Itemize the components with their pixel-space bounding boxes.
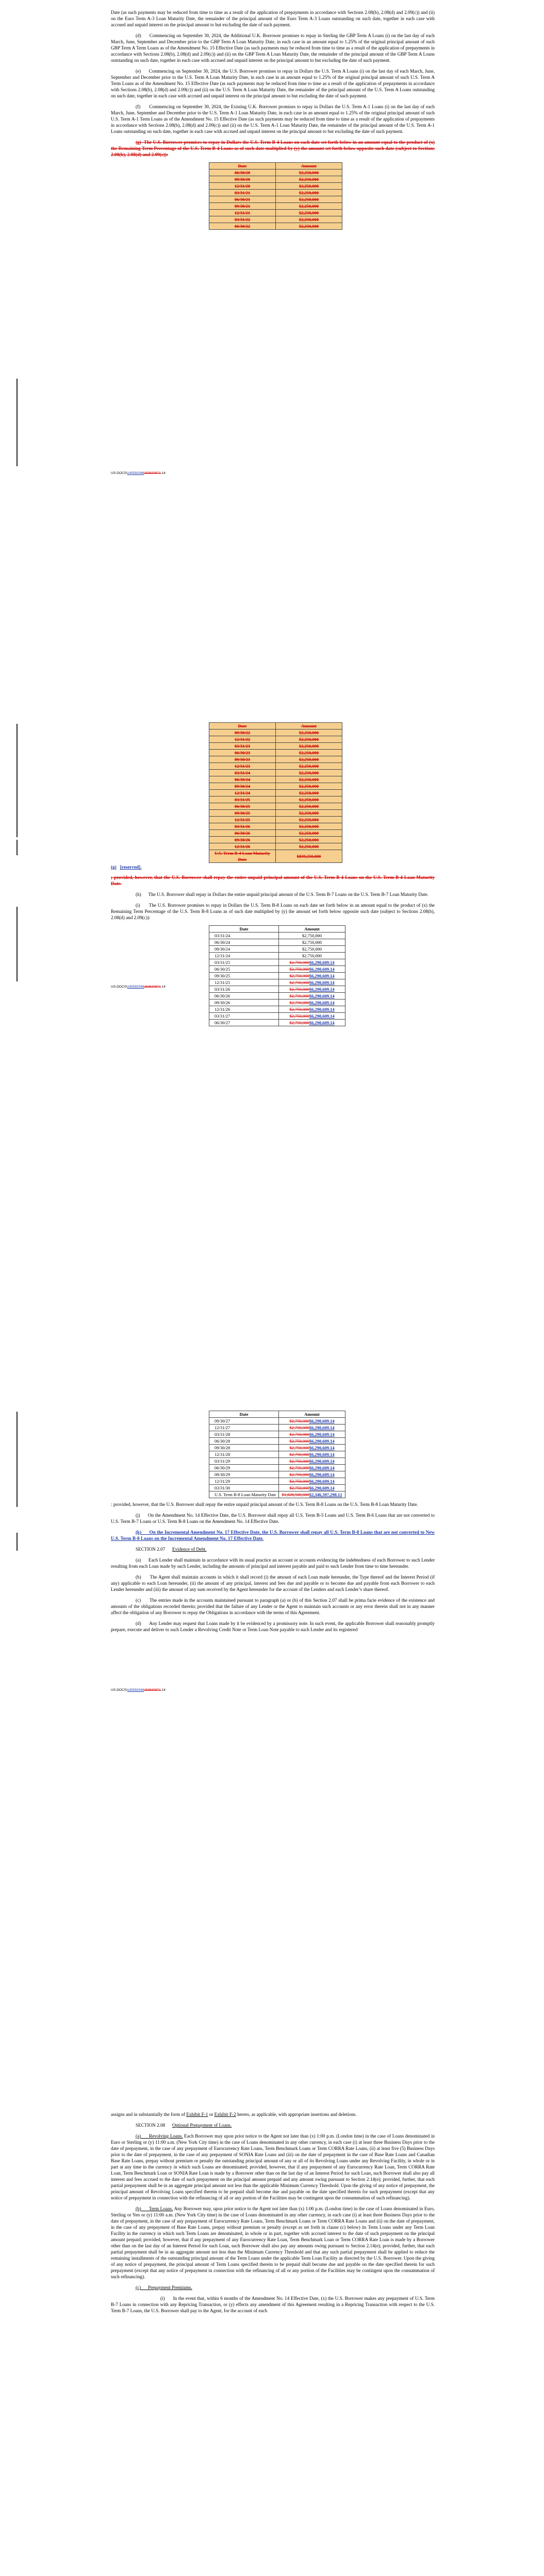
paragraph-d: (d) Commencing on September 30, 2024, the Additional U.K. Borrower promises to repay in Sterling the GBP Term A Loans (i) on the last day of each March, June, September and December prior to the GBP Term A Loan Maturity Date, in each case in an amount equal to 1.25% of the original principal amount of such GBP Term A Term Loans as of the Amendment No. 15 Effective Date (as such payments may be reduced from time to time as a result of the application of prepayments in accordance with Sections 2.08(b), 2.08(d) and 2.09(c)) and (ii) on the GBP Term A Loan Maturity Date, the remainder of the principal amount of the GBP Term A Loans outstanding on such date, together in each case with accrued and unpaid interest on the principal amount to but excluding the date of such payment. — [111, 33, 435, 63]
amount-old: $2,750,000 — [289, 1485, 309, 1490]
document-footer — [111, 1688, 166, 1692]
amount-cell — [279, 979, 345, 986]
amount-new: $6,290,609.14 — [309, 1445, 335, 1450]
proviso-b4-deleted: ; provided, however, that the U.S. Borrower shall repay the entire unpaid principal amount of the U.S. Term B-4 Loans on the U.S. Term B-4 Loan Maturity Date. — [111, 875, 435, 886]
amount-old: $2,750,000 — [289, 1000, 309, 1005]
amount-cell: $2,250,000 — [276, 190, 342, 196]
column-header: Amount — [276, 163, 342, 170]
column-header: Date — [209, 1411, 279, 1418]
section-heading-2-07 — [136, 1546, 435, 1552]
amount-new: $2,346,397,298.12 — [309, 1492, 342, 1497]
amount-new: $6,290,609.14 — [309, 1418, 335, 1423]
amount-cell — [279, 1451, 345, 1458]
exhibit-f2-link: Exhibit F-2 — [214, 2112, 236, 2117]
date-cell: 03/31/28 — [209, 1431, 279, 1438]
amount-old: $2,750,000 — [289, 1438, 309, 1444]
text-run: Each Borrower may upon prior notice to the Agent not later than (x) 1:00 p.m. (London time) in the case of Loans denominated in Euro or Sterling or (y) 11:00 a.m. (New York City time) in the case of Loans denominated in any other currency, in each case (i) at least three Business Days prior to the date of prepayment, in the case of any prepayment of Eurocurrency Rate Loans, Term Benchmark Loans or Term CORRA Rate Loans, (ii) at least five (5) Business Days prior to the date of prepayment, in the case of any prepayment of SONIA Rate Loans and (iii) on the date of prepayment in the case of Base Rate Loans and Canadian Base Rate Loans, prepay without premium or penalty the outstanding principal amount of any or all of its Revolving Loans under any Revolving Facility, in whole or in part at any time in the currency in which such Loans are denominated; provided, however, that if any prepayment of any Eurocurrency Rate Loan, Term CORRA Rate Loan, Term Benchmark Loan or SONIA Rate Loan is made by a Borrower other than on the last day of an Interest Period for such Loan, such Borrower shall also pay all interest and fees accrued to the date of such prepayment on the principal amount prepaid and any amount owing pursuant to Section 2.14(e); provided, further, that each partial prepayment shall be in an aggregate principal amount not less than the applicable Minimum Currency Threshold. Upon the giving of any notice of prepayment, the principal amount of Revolving Loans specified therein to be prepaid shall become due and payable on the date specified therein for such prepayment (except that any notice of prepayment in connection with the refinancing of all or any portion of the Facilities may be contingent upon the consummation of such refinancing). — [111, 2133, 435, 2200]
amount-cell: $2,250,000 — [276, 170, 342, 176]
amount-cell: $2,250,000 — [276, 783, 342, 790]
amount-new: $6,290,609.14 — [309, 1425, 335, 1430]
column-header: Amount — [279, 926, 345, 933]
amortization-table-b4-deleted-cont — [209, 722, 342, 863]
footer-docnum-old: 153620871 — [144, 1688, 161, 1692]
change-bar — [17, 1533, 18, 1551]
table-row — [209, 837, 342, 843]
table-row — [209, 1020, 345, 1026]
subheading: (c) Prepayment Premiums. — [136, 2285, 192, 2290]
table-row — [209, 843, 342, 850]
amount-new: $6,290,609.14 — [309, 1485, 335, 1490]
amount-cell — [279, 959, 345, 966]
amount-cell: $2,750,000 — [279, 953, 345, 959]
amount-new: $6,290,609.14 — [309, 1472, 335, 1477]
date-cell: 06/30/26 — [209, 830, 276, 837]
footer-docnum-new: 145592048 — [127, 471, 144, 475]
table-row — [209, 763, 342, 770]
date-cell: 12/31/25 — [209, 979, 279, 986]
change-bar — [17, 907, 18, 981]
footer-docnum-old: 153620871 — [144, 471, 161, 475]
amount-cell — [279, 1485, 345, 1492]
paragraph-2-08-c-i: (i) In the event that, within 6 months of the Amendment No. 14 Effective Date, (x) the U.S. Borrower makes any prepayment of U.S. Term B-7 Loans in connection with any Repricing Transaction, or (y) effects any amendment of this Agreement resulting in a Repricing Transaction with respect to the U.S. Term B-7 Loans, the U.S. Borrower shall pay to the Agent, for the account of each — [111, 2296, 435, 2313]
date-cell: 06/30/25 — [209, 966, 279, 973]
date-cell: 03/31/25 — [209, 796, 276, 803]
amount-new: $6,290,609.14 — [309, 1432, 335, 1437]
date-cell: 09/30/26 — [209, 837, 276, 843]
section-number: SECTION 2.08 — [136, 2123, 166, 2128]
paragraph-2-07-a: (a) Each Lender shall maintain in accordance with its usual practice an account or accounts evidencing the indebtedness of each Borrower to such Lender resulting from each Loan made by such Lender, including the amounts of principal and interest payable and paid to such Lender from time to time hereunder. — [111, 1557, 435, 1569]
amount-cell — [279, 1418, 345, 1425]
amount-new: $6,290,609.14 — [309, 960, 335, 965]
date-cell: 09/30/24 — [209, 946, 279, 953]
amount-old: $2,750,000 — [289, 1007, 309, 1012]
amount-cell: $2,750,000 — [279, 946, 345, 953]
table-row — [209, 1451, 345, 1458]
amount-cell: $2,250,000 — [276, 830, 342, 837]
maturity-amount: $839,250,000 — [276, 850, 342, 863]
table-row — [209, 973, 345, 979]
paragraph-2-07-c: (c) The entries made in the accounts maintained pursuant to paragraph (a) or (b) of this Section 2.07 shall be prima facie evidence of the existence and amounts of the obligations recorded therein; provided that the failure of any Lender or the Agent to maintain such accounts or any error therein shall not in any manner affect the obligation of any Borrower to repay the Obligations in accordance with the terms of this Agreement. — [111, 1598, 435, 1615]
amount-cell: $2,750,000 — [279, 939, 345, 946]
column-header: Amount — [279, 1411, 345, 1418]
table-row — [209, 196, 342, 203]
date-cell: 12/31/26 — [209, 1006, 279, 1013]
text-run: hereto, as applicable, with appropriate insertions and deletions. — [236, 2112, 357, 2117]
amount-new: $6,290,609.14 — [309, 973, 335, 978]
amount-old: $2,750,000 — [289, 1013, 309, 1019]
table-row — [209, 1478, 345, 1485]
table-row — [209, 803, 342, 810]
footer-prefix: US-DOCS\ — [111, 985, 127, 989]
amount-old: $2,750,000 — [289, 973, 309, 978]
amount-cell: $2,250,000 — [276, 817, 342, 823]
column-header: Date — [209, 163, 276, 170]
date-cell: 09/30/26 — [209, 999, 279, 1006]
paragraph-2-07-b: (b) The Agent shall maintain accounts in which it shall record (i) the amount of each Loan made hereunder, the Type thereof and the Interest Period (if any) applicable to each Loan hereunder, (ii) the amount of any principal, interest and fees due and payable or to become due and payable from each Borrower to each Lender hereunder and (iii) the amount of any sum received by the Agent hereunder for the account of the Lenders and each Lender’s share thereof. — [111, 1574, 435, 1592]
amount-new: $6,290,609.14 — [309, 1013, 335, 1019]
subheading: (a) Revolving Loans. — [136, 2133, 183, 2139]
amount-new: $6,290,609.14 — [309, 1465, 335, 1470]
date-cell: 09/30/28 — [209, 1445, 279, 1451]
table-row — [209, 736, 342, 743]
date-cell: 12/31/27 — [209, 1425, 279, 1431]
column-header: Date — [209, 723, 276, 730]
date-cell: 03/31/23 — [209, 743, 276, 750]
table-row — [209, 993, 345, 999]
reserved-letter: (g) — [111, 865, 117, 870]
amount-cell: $2,250,000 — [276, 843, 342, 850]
column-header: Date — [209, 926, 279, 933]
amount-cell — [279, 999, 345, 1006]
amount-old: $2,750,000 — [289, 993, 309, 998]
amount-old: $2,750,000 — [289, 1425, 309, 1430]
date-cell: 03/31/24 — [209, 933, 279, 939]
date-cell: 06/30/21 — [209, 196, 276, 203]
paragraph-f: (f) Commencing on September 30, 2024, the Existing U.K. Borrower promises to repay in Dollars the U.S. Term A-1 Loans (i) on the last day of each March, June, September and December prior to the U.S. Term A-1 Loan Maturity Date, in each case in an amount equal to 1.25% of the original principal amount of such U.S. Term A-1 Term Loans as of the Amendment No. 15 Effective Date (as such payments may be reduced from time to time as a result of the application of prepayments in accordance with Sections 2.08(b), 2.08(d) and 2.09(c)) and (ii) on the U.S. Term A-1 Loan Maturity Date, the remainder of the principal amount of the U.S. Term A-1 Loans outstanding on such date, together in each case with accrued and unpaid interest on the principal amount to but excluding the date of such payment. — [111, 104, 435, 134]
paragraph-k-inserted: (k) On the Incremental Amendment No. 17 Effective Date, the U.S. Borrower shall repay all U.S. Term B-8 Loans that are not converted to New U.S. Term B-8 Loans on the Incremental Amendment No. 17 Effective Date. — [111, 1530, 435, 1541]
table-row — [209, 223, 342, 230]
amount-cell: $2,250,000 — [276, 210, 342, 216]
change-bar — [17, 840, 18, 855]
date-cell: 06/30/28 — [209, 1438, 279, 1445]
amount-old: $2,750,000 — [289, 960, 309, 965]
table-row — [209, 959, 345, 966]
date-cell: 12/31/24 — [209, 953, 279, 959]
change-bar — [17, 724, 18, 837]
date-cell: 06/30/24 — [209, 776, 276, 783]
table-row — [209, 817, 342, 823]
section-heading-2-08 — [136, 2122, 435, 2128]
date-cell: 03/31/22 — [209, 216, 276, 223]
table-row — [209, 1471, 345, 1478]
page-3 — [0, 1406, 544, 2110]
amount-cell: $2,250,000 — [276, 796, 342, 803]
date-cell: 09/30/25 — [209, 973, 279, 979]
table-row — [209, 966, 345, 973]
date-cell: 06/30/22 — [209, 223, 276, 230]
table-row — [209, 730, 342, 736]
date-cell: 12/31/24 — [209, 790, 276, 796]
amount-cell: $2,250,000 — [276, 750, 342, 756]
column-header: Amount — [276, 723, 342, 730]
paragraph-2-08-a — [111, 2133, 435, 2201]
text-run: Any Borrower may, upon prior notice to the Agent not later than (x) 1:00 p.m. (London time) in the case of Loans denominated in Euro, Sterling or Yen or (y) 11:00 a.m. (New York City time) in the case of Loans denominated in any other currency, in each case (i) at least three Business Days prior to the date of prepayment, in the case of any prepayment of Eurocurrency Rate Loans, Term Benchmark Loans or Term CORRA Rate Loans and (ii) on the date of prepayment, in the case of any prepayment of Base Rate Loans, prepay without premium or penalty (except as set forth in clause (c) below) its Term Loans under any Term Loan Facility in the currency in which such Term Loans are denominated, in whole or in part, together with accrued interest to the date of such prepayment on the principal amount prepaid; provided, however, that if any prepayment of any Eurocurrency Rate Loan, Term Benchmark Loan or Term CORRA Rate Loan is made by a Borrower other than on the last day of an Interest Period for such Loan, such Borrower shall also pay any amounts owing pursuant to Section 2.14(e); provided, further, that each partial prepayment shall be in an aggregate amount not less than the Minimum Currency Threshold and that any such partial prepayment shall be applied to reduce the remaining installments of the outstanding principal amount of the Term Loans under the applicable Term Loan Facility as directed by the U.S. Borrower. Upon the giving of any notice of prepayment, the principal amount of Term Loans specified therein to be prepaid shall become due and payable on the date specified therein for such prepayment (except that any notice of prepayment in connection with the refinancing of all or any portion of the Facilities may be contingent upon the consummation of such refinancing). — [111, 2206, 435, 2279]
table-row — [209, 1465, 345, 1471]
paragraph-i: (i) The U.S. Borrower promises to repay in Dollars the U.S. Term B-8 Loans on each date set forth below in an amount equal to the product of (x) the Remaining Term Percentage of the U.S. Term B-8 Loans as of such date multiplied by (y) the amount set forth below opposite such date (subject to Sections 2.08(b), 2.08(d) and 2.09(c)): — [111, 903, 435, 920]
date-cell: 09/30/21 — [209, 203, 276, 210]
table-row — [209, 1438, 345, 1445]
table-row — [209, 1445, 345, 1451]
date-cell: 12/31/28 — [209, 1451, 279, 1458]
paragraph-g-deleted: (g) The U.S. Borrower promises to repay in Dollars the U.S. Term B-4 Loans on each date set forth below in an amount equal to the product of (x) the Remaining Term Percentage of the U.S. Term B-4 Loans as of such date multiplied by (y) the amount set forth below opposite such date (subject to Sections 2.08(b), 2.08(d) and 2.09(c)): — [111, 140, 435, 157]
amount-cell — [279, 973, 345, 979]
date-cell: 12/31/21 — [209, 210, 276, 216]
footer-suffix: .14 — [160, 471, 166, 475]
table-row — [209, 1458, 345, 1465]
footer-prefix: US-DOCS\ — [111, 1688, 127, 1692]
date-cell: 12/31/29 — [209, 1478, 279, 1485]
table-row — [209, 823, 342, 830]
date-cell: 03/31/30 — [209, 1485, 279, 1492]
proviso-b8: : provided, however, that the U.S. Borrower shall repay the entire unpaid principal amount of the U.S. Term B-8 Loans on the U.S. Term B-8 Loan Maturity Date. — [111, 1502, 418, 1507]
date-cell: 12/31/20 — [209, 183, 276, 190]
amortization-table-b8-cont — [209, 1411, 345, 1498]
table-row — [209, 999, 345, 1006]
table-row — [209, 933, 345, 939]
footer-docnum-new: 145592048 — [127, 1688, 144, 1692]
amount-new: $6,290,609.14 — [309, 1452, 335, 1457]
table-row — [209, 776, 342, 783]
amount-cell — [279, 1438, 345, 1445]
date-cell: 06/30/27 — [209, 1020, 279, 1026]
document-footer — [111, 985, 166, 989]
table-row — [209, 216, 342, 223]
amount-cell: $2,250,000 — [276, 776, 342, 783]
date-cell: 03/31/27 — [209, 1013, 279, 1020]
date-cell: 09/30/25 — [209, 810, 276, 817]
amount-cell: $2,250,000 — [276, 803, 342, 810]
section-number: SECTION 2.07 — [136, 1547, 166, 1552]
amount-new: $6,290,609.14 — [309, 1020, 335, 1025]
date-cell: 09/30/24 — [209, 783, 276, 790]
date-cell: 06/30/23 — [209, 750, 276, 756]
section-title: Optional Prepayment of Loans. — [172, 2123, 232, 2128]
amount-cell: $2,250,000 — [276, 770, 342, 776]
footer-suffix: .14 — [160, 1688, 166, 1692]
table-row — [209, 1485, 345, 1492]
date-cell: 03/31/26 — [209, 986, 279, 993]
table-row — [209, 953, 345, 959]
page-4-content — [111, 2111, 435, 2318]
amount-cell: $2,250,000 — [276, 790, 342, 796]
paragraph-2-08-b — [111, 2206, 435, 2280]
amount-cell — [279, 1471, 345, 1478]
paragraph-continuation — [111, 2111, 435, 2117]
table-row — [209, 810, 342, 817]
amount-new: $6,290,609.14 — [309, 1479, 335, 1484]
table-row — [209, 1425, 345, 1431]
amount-old: $2,750,000 — [289, 1459, 309, 1464]
paragraph-2-07-d: (d) Any Lender may request that Loans made by it be evidenced by a promissory note. In such event, the applicable Borrower shall reasonably promptly prepare, execute and deliver to such Lender a Revolving Credit Note or Term Loan Note payable to such Lender and its registered — [111, 1621, 435, 1632]
table-row — [209, 1006, 345, 1013]
amount-cell: $2,250,000 — [276, 730, 342, 736]
amount-old: $1,028,500,000 — [282, 1492, 309, 1497]
amount-new: $6,290,609.14 — [309, 993, 335, 998]
amount-cell — [279, 1006, 345, 1013]
table-row — [209, 183, 342, 190]
footer-docnum-new: 145592048 — [127, 985, 144, 989]
amount-cell — [279, 1458, 345, 1465]
amount-cell: $2,250,000 — [276, 196, 342, 203]
page-2-content — [111, 722, 435, 1026]
amount-old: $2,750,000 — [289, 1418, 309, 1423]
change-bar — [17, 379, 18, 392]
amount-new: $6,290,609.14 — [309, 987, 335, 992]
amount-cell: $2,250,000 — [276, 810, 342, 817]
amount-cell: $2,250,000 — [276, 763, 342, 770]
date-cell: 06/30/26 — [209, 993, 279, 999]
date-cell: 09/30/22 — [209, 730, 276, 736]
amount-cell — [279, 993, 345, 999]
table-row — [209, 750, 342, 756]
date-cell: 12/31/23 — [209, 763, 276, 770]
amount-new: $6,290,609.14 — [309, 1007, 335, 1012]
table-row — [209, 986, 345, 993]
date-cell: 03/31/24 — [209, 770, 276, 776]
date-cell: 03/31/26 — [209, 823, 276, 830]
table-row — [209, 1418, 345, 1425]
paragraph-2-08-c — [111, 2284, 435, 2291]
amount-cell — [279, 1020, 345, 1026]
date-cell: 03/31/25 — [209, 959, 279, 966]
date-cell: 09/30/23 — [209, 756, 276, 763]
date-cell: 06/30/24 — [209, 939, 279, 946]
date-cell: 03/31/29 — [209, 1458, 279, 1465]
amount-new: $6,290,609.14 — [309, 1438, 335, 1444]
amortization-table-b8 — [209, 925, 345, 1026]
date-cell: 03/31/21 — [209, 190, 276, 196]
maturity-amount — [279, 1492, 345, 1498]
amount-new: $6,290,609.14 — [309, 1459, 335, 1464]
amount-cell: $2,750,000 — [279, 933, 345, 939]
date-cell: 12/31/26 — [209, 843, 276, 850]
reserved-text: [reserved]. — [120, 865, 142, 870]
section-title: Evidence of Debt. — [172, 1547, 207, 1552]
amount-old: $2,750,000 — [289, 987, 309, 992]
paragraph: Date (as such payments may be reduced from time to time as a result of the application of prepayments in accordance with Sections 2.08(b), 2.08(d) and 2.09(c)) and (ii) on the Euro Term A-3 Loan Maturity Date, the remainder of the principal amount of the Euro Term A-3 Loans outstanding on such date, together in each case with accrued and unpaid interest on the principal amount to but excluding the date of such payment. — [111, 10, 435, 27]
table-row — [209, 939, 345, 946]
amount-cell: $2,250,000 — [276, 756, 342, 763]
text-run: or — [208, 2112, 215, 2117]
page-3-content — [111, 1411, 435, 1637]
page-1-content — [111, 9, 435, 230]
table-row — [209, 770, 342, 776]
table-row — [209, 830, 342, 837]
table-row — [209, 796, 342, 803]
amount-new: $6,290,609.14 — [309, 967, 335, 972]
date-cell: 06/30/29 — [209, 1465, 279, 1471]
amount-cell: $2,250,000 — [276, 176, 342, 183]
table-row — [209, 743, 342, 750]
change-bar — [17, 392, 18, 466]
table-row — [209, 203, 342, 210]
amount-old: $2,750,000 — [289, 967, 309, 972]
amount-cell — [279, 986, 345, 993]
date-cell: 06/30/25 — [209, 803, 276, 810]
table-row — [209, 1431, 345, 1438]
amount-old: $2,750,000 — [289, 1432, 309, 1437]
exhibit-f1-link: Exhibit F-1 — [186, 2112, 208, 2117]
amount-old: $2,750,000 — [289, 980, 309, 985]
page-4 — [0, 2110, 544, 2576]
page-1 — [0, 0, 544, 703]
date-cell: 12/31/25 — [209, 817, 276, 823]
amount-old: $2,750,000 — [289, 1020, 309, 1025]
paragraph-e: (e) Commencing on September 30, 2024, the U.S. Borrower promises to repay in Dollars the U.S. Term A Loans (i) on the last day of each March, June, September and December prior to the U.S. Term A Loan Maturity Date, in each case in an amount equal to 1.25% of the original principal amount of such U.S. Term A Term Loans as of the Amendment No. 15 Effective Date (as such payments may be reduced from time to time as a result of the application of prepayments in accordance with Sections 2.08(b), 2.08(d) and 2.09(c)) and (ii) on the U.S. Term A Loan Maturity Date, the remainder of the principal amount of the U.S. Term A Loans outstanding on such date, together in each case with accrued and unpaid interest on the principal amount to but excluding the date of such payment. — [111, 69, 435, 98]
amount-old: $2,750,000 — [289, 1465, 309, 1470]
date-cell: 09/30/29 — [209, 1471, 279, 1478]
amount-cell — [279, 1478, 345, 1485]
amount-old: $2,750,000 — [289, 1445, 309, 1450]
amount-cell — [279, 1425, 345, 1431]
text-run: assigns and in substantially the form of — [111, 2112, 187, 2117]
table-row — [209, 170, 342, 176]
amount-cell: $2,250,000 — [276, 183, 342, 190]
amount-cell: $2,250,000 — [276, 823, 342, 830]
table-row — [209, 790, 342, 796]
amount-cell — [279, 966, 345, 973]
paragraph-j: (j) On the Amendment No. 14 Effective Date, the U.S. Borrower shall repay all U.S. Term B-5 Loans and U.S. Term B-6 Loans that are not converted to U.S. Term B-7 Loans or U.S. Term B-8 Loans on the Amendment No. 14 Effective Date. — [111, 1513, 435, 1524]
footer-docnum-old: 153620871 — [144, 985, 161, 989]
table-row — [209, 946, 345, 953]
table-row — [209, 190, 342, 196]
document-footer — [111, 471, 166, 475]
amount-cell — [279, 1465, 345, 1471]
amount-cell: $2,250,000 — [276, 837, 342, 843]
amount-cell — [279, 1445, 345, 1451]
date-cell: 06/30/20 — [209, 170, 276, 176]
date-cell: 12/31/22 — [209, 736, 276, 743]
amount-old: $2,750,000 — [289, 1479, 309, 1484]
footer-suffix: .14 — [160, 985, 166, 989]
amount-cell: $2,250,000 — [276, 223, 342, 230]
table-row — [209, 756, 342, 763]
amount-cell — [279, 1431, 345, 1438]
amount-old: $2,750,000 — [289, 1452, 309, 1457]
date-cell: 09/30/27 — [209, 1418, 279, 1425]
table-row — [209, 1013, 345, 1020]
maturity-label: U.S. Term B-8 Loan Maturity Date — [209, 1492, 279, 1498]
table-row — [209, 783, 342, 790]
subheading: (b) Term Loans. — [136, 2206, 173, 2211]
table-row — [209, 979, 345, 986]
amount-new: $6,290,609.14 — [309, 980, 335, 985]
reserved-line — [111, 864, 435, 870]
table-row — [209, 210, 342, 216]
date-cell: 09/30/20 — [209, 176, 276, 183]
amount-new: $6,290,609.14 — [309, 1000, 335, 1005]
table-row — [209, 176, 342, 183]
amortization-table-b4-deleted — [209, 162, 342, 230]
amount-cell: $2,250,000 — [276, 203, 342, 210]
page-2 — [0, 703, 544, 1406]
paragraph-h: (h) The U.S. Borrower shall repay in Dollars the entire unpaid principal amount of the U.S. Term B-7 Loans on the U.S. Term B-7 Loan Maturity Date. — [136, 892, 428, 897]
amount-cell: $2,250,000 — [276, 743, 342, 750]
amount-old: $2,750,000 — [289, 1472, 309, 1477]
change-bar — [17, 1412, 18, 1507]
maturity-label: U.S. Term B-4 Loan Maturity Date — [209, 850, 276, 863]
footer-prefix: US-DOCS\ — [111, 471, 127, 475]
amount-cell: $2,250,000 — [276, 216, 342, 223]
amount-cell: $2,250,000 — [276, 736, 342, 743]
amount-cell — [279, 1013, 345, 1020]
